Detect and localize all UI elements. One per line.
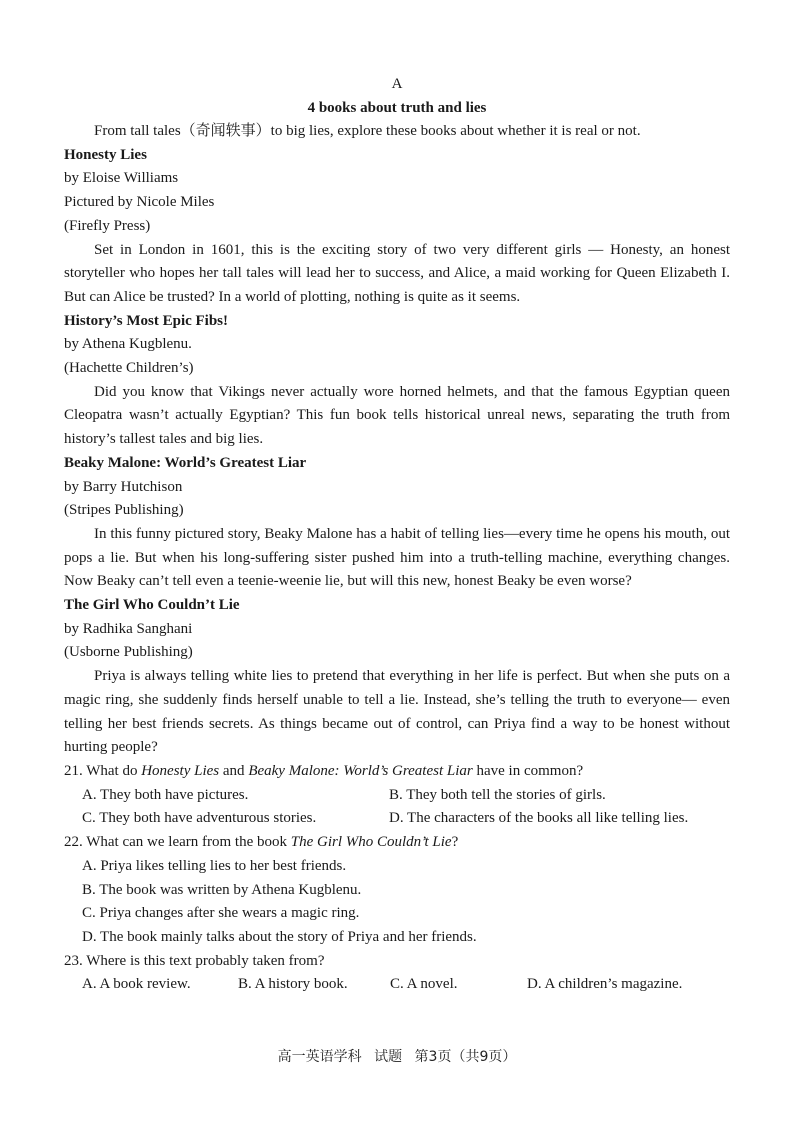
stem-text: have in common?: [476, 762, 584, 779]
book-description: Did you know that Vikings never actually wore horned helmets, and that the famous Egyptian queen Cleopatra wasn’t actually Egyptian? This fun book tells historical unreal news, separating the truth from history’s tallest tales and big lies.: [64, 383, 730, 448]
question-stem: [64, 950, 730, 974]
option-b[interactable]: B. The book was written by Athena Kugblenu.: [82, 881, 362, 898]
option-a[interactable]: A. They both have pictures.: [82, 786, 249, 803]
book-title: The Girl Who Couldn’t Lie: [64, 597, 240, 614]
book-description: Priya is always telling white lies to pretend that everything in her life is perfect. But when she puts on a magic ring, she suddenly finds herself unable to tell a lie. Instead, she’s telling the truth to everyone— even telling her best friends secrets. As things became out of control, can Priya find a way to be honest without hurting people?: [64, 668, 730, 756]
book-author: by Barry Hutchison: [64, 478, 183, 495]
book-publisher: (Usborne Publishing): [64, 644, 193, 661]
book-author: by Athena Kugblenu.: [64, 336, 192, 353]
question-21: [64, 760, 730, 831]
book-reference: Honesty Lies: [141, 762, 220, 779]
option-b[interactable]: B. They both tell the stories of girls.: [389, 786, 606, 803]
footer-exam: 试题: [374, 1049, 403, 1065]
book-entry: [64, 594, 730, 760]
passage-intro: From tall tales（奇闻轶事）to big lies, explore these books about whether it is real or not.: [94, 123, 641, 139]
option-d[interactable]: D. A children’s magazine.: [527, 976, 683, 993]
stem-text: What can we learn from the book: [86, 834, 287, 851]
question-stem: [64, 760, 730, 784]
book-publisher: (Hachette Children’s): [64, 360, 194, 377]
book-description: In this funny pictured story, Beaky Malone has a habit of telling lies—every time he opens his mouth, out pops a lie. But when his long-suffering sister pushed him into a truth-telling machine, everything changes. Now Beaky can’t tell even a teenie-weenie lie, but will this new, honest Beaky be even worse?: [64, 525, 730, 590]
option-c[interactable]: C. A novel.: [390, 976, 458, 993]
options-row: [64, 973, 730, 997]
stem-text: ?: [451, 834, 459, 851]
page-footer: [0, 1046, 794, 1066]
question-number: 21.: [64, 762, 83, 779]
book-illustrator: Pictured by Nicole Miles: [64, 194, 215, 211]
question-number: 22.: [64, 834, 83, 851]
book-publisher: (Stripes Publishing): [64, 502, 184, 519]
book-entry: [64, 144, 730, 310]
book-entry: [64, 310, 730, 452]
question-22: [64, 831, 730, 950]
option-a[interactable]: A. A book review.: [82, 976, 191, 993]
book-author: by Radhika Sanghani: [64, 620, 193, 637]
option-d[interactable]: D. The book mainly talks about the story of Priya and her friends.: [82, 928, 477, 945]
section-letter: A: [391, 76, 403, 92]
exam-page: [64, 72, 730, 997]
option-b[interactable]: B. A history book.: [238, 976, 348, 993]
book-title: Honesty Lies: [64, 146, 147, 163]
options-grid: [64, 784, 730, 831]
stem-text: What do: [86, 762, 138, 779]
book-entry: [64, 452, 730, 594]
book-author: by Eloise Williams: [64, 170, 179, 187]
option-d[interactable]: D. The characters of the books all like telling lies.: [389, 810, 689, 827]
book-title: Beaky Malone: World’s Greatest Liar: [64, 454, 307, 471]
footer-course: 高一英语学科: [277, 1049, 362, 1065]
passage-title: 4 books about truth and lies: [307, 100, 487, 116]
book-publisher: (Firefly Press): [64, 217, 151, 234]
stem-text: and: [222, 762, 245, 779]
book-title: History’s Most Epic Fibs!: [64, 312, 229, 329]
book-reference: Beaky Malone: World’s Greatest Liar: [248, 762, 473, 779]
question-number: 23.: [64, 952, 83, 969]
book-description: Set in London in 1601, this is the exciting story of two very different girls — Honesty, an honest storyteller who hopes her tall tales will lead her to success, and Alice, a maid working for Queen Elizabeth I. But can Alice be trusted? In a world of plotting, nothing is quite as it seems.: [64, 241, 730, 305]
question-stem: [64, 831, 730, 855]
book-reference: The Girl Who Couldn’t Lie: [290, 834, 452, 851]
option-a[interactable]: A. Priya likes telling lies to her best friends.: [82, 857, 347, 874]
option-c[interactable]: C. They both have adventurous stories.: [82, 810, 317, 827]
question-23: [64, 950, 730, 997]
option-c[interactable]: C. Priya changes after she wears a magic ring.: [82, 905, 360, 922]
stem-text: Where is this text probably taken from?: [86, 952, 325, 969]
footer-page-number: 第3页（共9页）: [414, 1049, 517, 1065]
